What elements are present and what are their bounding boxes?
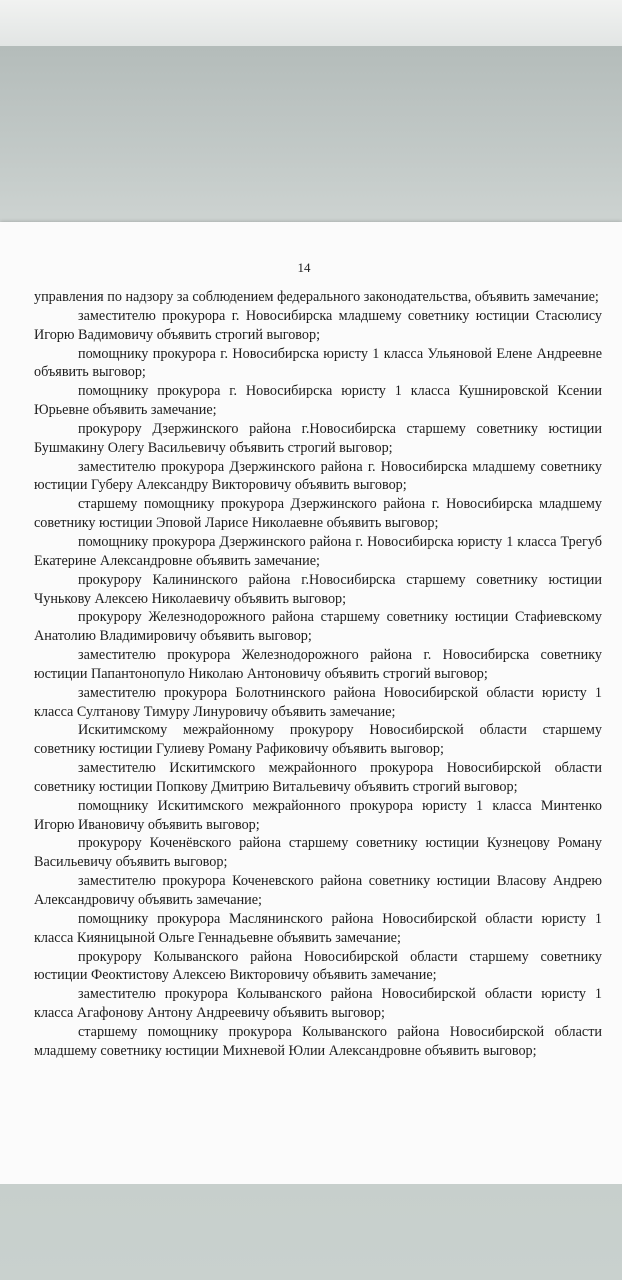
paragraph: заместителю прокурора Коченевского района советнику юстиции Власову Андрею Александровичу объявить замечание; — [34, 873, 602, 908]
paragraph: прокурору Калининского района г.Новосибирска старшему советнику юстиции Чунькову Алексею Николаевичу объявить выговор; — [34, 571, 602, 607]
paragraph: прокурору Коченёвского района старшему советнику юстиции Кузнецову Роману Васильевичу объявить выговор; — [34, 835, 602, 871]
paragraph: помощнику прокурора Дзержинского района г. Новосибирска юристу 1 класса Трегуб Екатерине Александровне объявить замечание; — [34, 533, 602, 569]
paragraph: заместителю прокурора Болотнинского района Новосибирской области юристу 1 класса Султанову Тимуру Линуровичу объявить замечание; — [34, 684, 602, 720]
paragraph: старшему помощнику прокурора Дзержинского района г. Новосибирска младшему советнику юстиции Эповой Ларисе Николаевне объявить выговор; — [34, 496, 602, 532]
document-page — [0, 222, 622, 1184]
paragraph: заместителю прокурора Железнодорожного района г. Новосибирска советнику юстиции Папантонопуло Николаю Антоновичу объявить строгий выговор; — [34, 647, 602, 682]
paragraph: заместителю Искитимского межрайонного прокурора Новосибирской области советнику юстиции Попкову Дмитрию Витальевичу объявить строгий выговор; — [34, 760, 602, 795]
paragraph: прокурору Колыванского района Новосибирской области старшему советнику юстиции Феоктистову Алексею Викторовичу объявить замечание; — [34, 948, 602, 984]
paragraph: заместителю прокурора Колыванского района Новосибирской области юристу 1 класса Агафонову Антону Андреевичу объявить выговор; — [34, 986, 602, 1022]
paragraph: Искитимскому межрайонному прокурору Новосибирской области старшему советнику юстиции Гулиеву Роману Рафиковичу объявить выговор; — [34, 722, 602, 758]
paragraph: прокурору Дзержинского района г.Новосибирска старшему советнику юстиции Бушмакину Олегу Васильевичу объявить строгий выговор; — [34, 420, 602, 456]
paragraph: помощнику Искитимского межрайонного прокурора юристу 1 класса Минтенко Игорю Ивановичу объявить выговор; — [34, 797, 602, 833]
background-wall — [0, 46, 622, 222]
paragraph: помощнику прокурора Маслянинского района Новосибирской области юристу 1 класса Кияницыной Ольге Геннадьевне объявить замечание; — [34, 910, 602, 946]
background-surface-top — [0, 0, 622, 47]
paragraph: заместителю прокурора г. Новосибирска младшему советнику юстиции Стасюлису Игорю Вадимовичу объявить строгий выговор; — [34, 307, 602, 343]
page-number: 14 — [297, 260, 311, 275]
paragraph: помощнику прокурора г. Новосибирска юристу 1 класса Ульяновой Елене Андреевне объявить выговор; — [34, 345, 602, 381]
paragraph: прокурору Железнодорожного района старшему советнику юстиции Стафиевскому Анатолию Владимировичу объявить выговор; — [34, 609, 602, 645]
background-surface-bottom — [0, 1184, 622, 1280]
document-body — [34, 288, 602, 1061]
paragraph: заместителю прокурора Дзержинского района г. Новосибирска младшему советнику юстиции Губеру Александру Викторовичу объявить выговор; — [34, 458, 602, 494]
paragraph: старшему помощнику прокурора Колыванского района Новосибирской области младшему советнику юстиции Михневой Юлии Александровне объявить выговор; — [34, 1023, 602, 1059]
paragraph: помощнику прокурора г. Новосибирска юристу 1 класса Кушнировской Ксении Юрьевне объявить замечание; — [34, 383, 602, 419]
paragraph: управления по надзору за соблюдением федерального законодательства, объявить замечание; — [34, 289, 599, 305]
